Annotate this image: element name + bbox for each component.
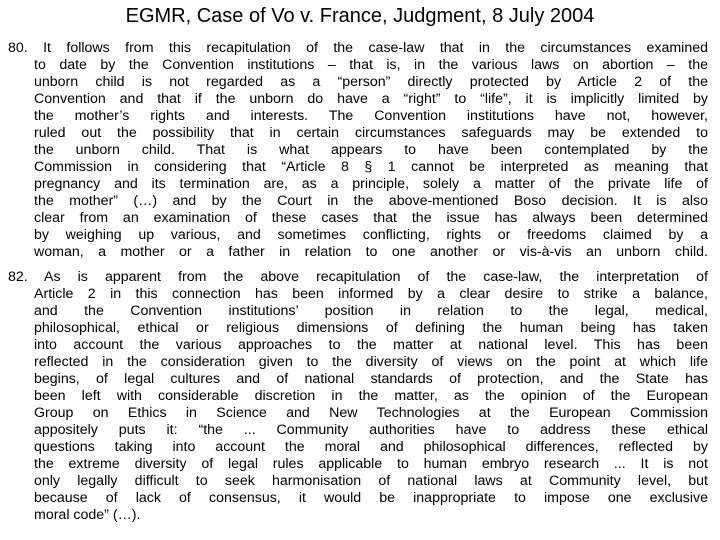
text-line: the unborn child. That is what appears to have been contemplated by the	[34, 142, 708, 158]
text-line: because of lack of consensus, it would be inappropriate to impose one exclusive	[34, 490, 708, 506]
text-line: Commission in considering that “Article 8 § 1 cannot be interpreted as meaning that	[34, 159, 708, 175]
text-line: the mother’s rights and interests. The Convention institutions have not, however,	[34, 108, 708, 124]
text-line: the mother” (…) and by the Court in the above-mentioned Boso decision. It is also	[34, 193, 708, 209]
text-line: the extreme diversity of legal rules applicable to human embryo research ... It is not	[34, 456, 708, 472]
text-line: only legally difficult to seek harmonisation of national laws at Community level, but	[34, 473, 708, 489]
text-line: Article 2 in this connection has been informed by a clear desire to strike a balance,	[34, 286, 708, 302]
text-line: pregnancy and its termination are, as a principle, solely a matter of the private life of	[34, 176, 708, 192]
text-line: and the Convention institutions’ position in relation to the legal, medical,	[34, 303, 708, 319]
text-line: ruled out the possibility that in certain circumstances safeguards may be extended to	[34, 125, 708, 141]
text-line: into account the various approaches to the matter at national level. This has been	[34, 337, 708, 353]
text-line: 82. As is apparent from the above recapitulation of the case-law, the interpretation of	[8, 269, 708, 285]
text-line: by weighing up various, and sometimes conflicting, rights or freedoms claimed by a	[34, 227, 708, 243]
text-line: clear from an examination of these cases that the issue has always been determined	[34, 210, 708, 226]
text-line: philosophical, ethical or religious dimensions of defining the human being has taken	[34, 320, 708, 336]
text-line: questions taking into account the moral and philosophical differences, reflected by	[34, 439, 708, 455]
text-line: 80. It follows from this recapitulation of the case-law that in the circumstances examined	[8, 40, 708, 56]
text-line: moral code” (…).	[34, 507, 141, 523]
paragraph-80	[8, 40, 708, 261]
text-line: Group on Ethics in Science and New Technologies at the European Commission	[34, 405, 708, 421]
text-line: unborn child is not regarded as a “person” directly protected by Article 2 of the	[34, 74, 708, 90]
text-line: been left with considerable discretion in the matter, as the opinion of the European	[34, 388, 708, 404]
text-line: to date by the Convention institutions – that is, in the various laws on abortion – the	[34, 57, 708, 73]
page-title: EGMR, Case of Vo v. France, Judgment, 8 July 2004	[125, 5, 595, 27]
text-line: Convention and that if the unborn do have a “right” to “life”, it is implicitly limited by	[34, 91, 708, 107]
paragraph-82	[8, 269, 708, 524]
text-line: reflected in the consideration given to the diversity of views on the point at which life	[34, 354, 708, 370]
text-line: woman, a mother or a father in relation to one another or vis-à-vis an unborn child.	[34, 244, 708, 260]
text-line: appositely puts it: “the ... Community authorities have to address these ethical	[34, 422, 708, 438]
text-line: begins, of legal cultures and of national standards of protection, and the State has	[34, 371, 708, 387]
